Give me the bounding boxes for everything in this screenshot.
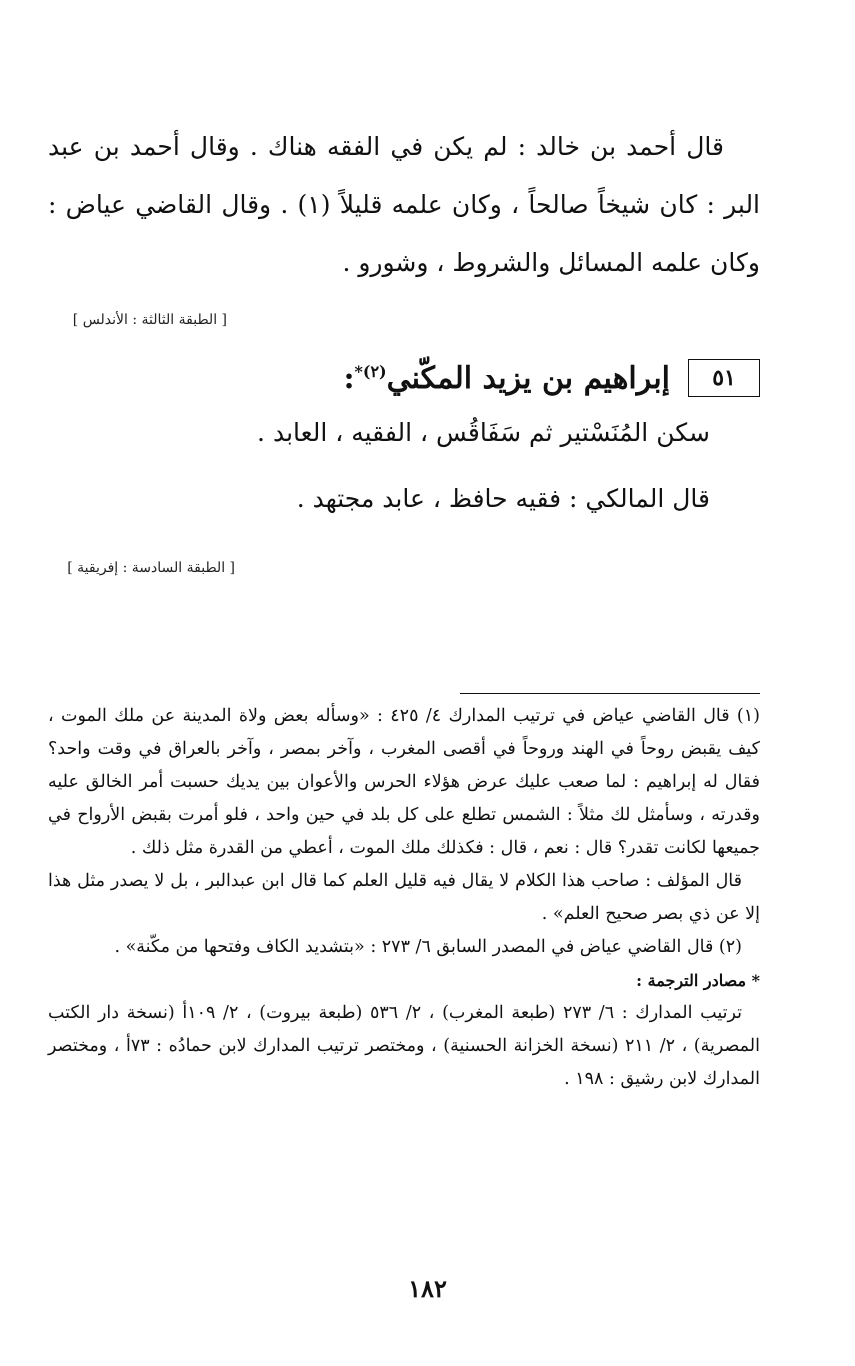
tabaqa-label-1: [ الطبقة الثالثة : الأندلس ] <box>72 312 227 328</box>
sources-heading: * مصادر الترجمة : <box>636 971 760 990</box>
footnote-1: (١) قال القاضي عياض في ترتيب المدارك ٤/ ٤٢٥ : «وسأله بعض ولاة المدينة عن ملك الموت ، كيف يقبض روحاً في الهند وروحاً في أقصى المغرب ، وآخر بمصر ، وآخر بالعراق في وقت واحد؟ فقال له إبراهيم : لما صعب عليك عرض هؤلاء الحرس والأعوان بين يديك حسبت أمر الخالق عليه وقدرته ، وسأمثل لك مثلاً : الشمس تطلع على كل بلد في حين واحد ، فلو أمرت بقبض الأرواح في جميعها لكانت تقدر؟ قال : نعم ، قال : فكذلك ملك الموت ، أعطي من القدرة مثل ذلك . <box>48 706 760 858</box>
entry-line-residence: سكن المُنَسْتير ثم سَفَاقُس ، الفقيه ، العابد . <box>257 418 710 447</box>
sources-list: ترتيب المدارك : ٦/ ٢٧٣ (طبعة المغرب) ، ٢/ ٥٣٦ (طبعة بيروت) ، ٢/ ١٠٩أ (نسخة دار الكتب المصرية) ، ٢/ ٢١١ (نسخة الخزانة الحسنية) ، ومختصر ترتيب المدارك لابن حمادُه : ٧٣أ ، ومختصر المدارك لابن رشيق : ١٩٨ . <box>48 1003 760 1089</box>
main-text <box>48 118 760 292</box>
entry-title <box>343 361 670 396</box>
author-note: قال المؤلف : صاحب هذا الكلام لا يقال فيه قليل العلم كما قال ابن عبدالبر ، بل لا يصدر مثل هذا إلا عن ذي بصر صحيح العلم» . <box>48 871 760 924</box>
tabaqa-label-2: [ الطبقة السادسة : إفريقية ] <box>67 560 235 576</box>
entry-number-box: ٥١ <box>688 359 760 397</box>
entry-line-maliki: قال المالكي : فقيه حافظ ، عابد مجتهد . <box>296 484 710 513</box>
page-number: ١٨٢ <box>408 1274 447 1303</box>
entry-heading <box>343 348 760 408</box>
main-paragraph: قال أحمد بن خالد : لم يكن في الفقه هناك . وقال أحمد بن عبد البر : كان شيخاً صالحاً ، وكان علمه قليلاً (١) . وقال القاضي عياض : وكان علمه المسائل والشروط ، وشورو . <box>48 132 761 277</box>
entry-title-text: إبراهيم بن يزيد المكّني <box>386 360 670 396</box>
footnote-2: (٢) قال القاضي عياض في المصدر السابق ٦/ ٢٧٣ : «بتشديد الكاف وفتحها من مكّنة» . <box>114 937 742 957</box>
entry-title-colon: : <box>343 360 355 396</box>
entry-footnote-marker: (٢)* <box>354 361 387 381</box>
footnote-divider <box>460 693 760 694</box>
footnotes <box>48 700 760 1096</box>
